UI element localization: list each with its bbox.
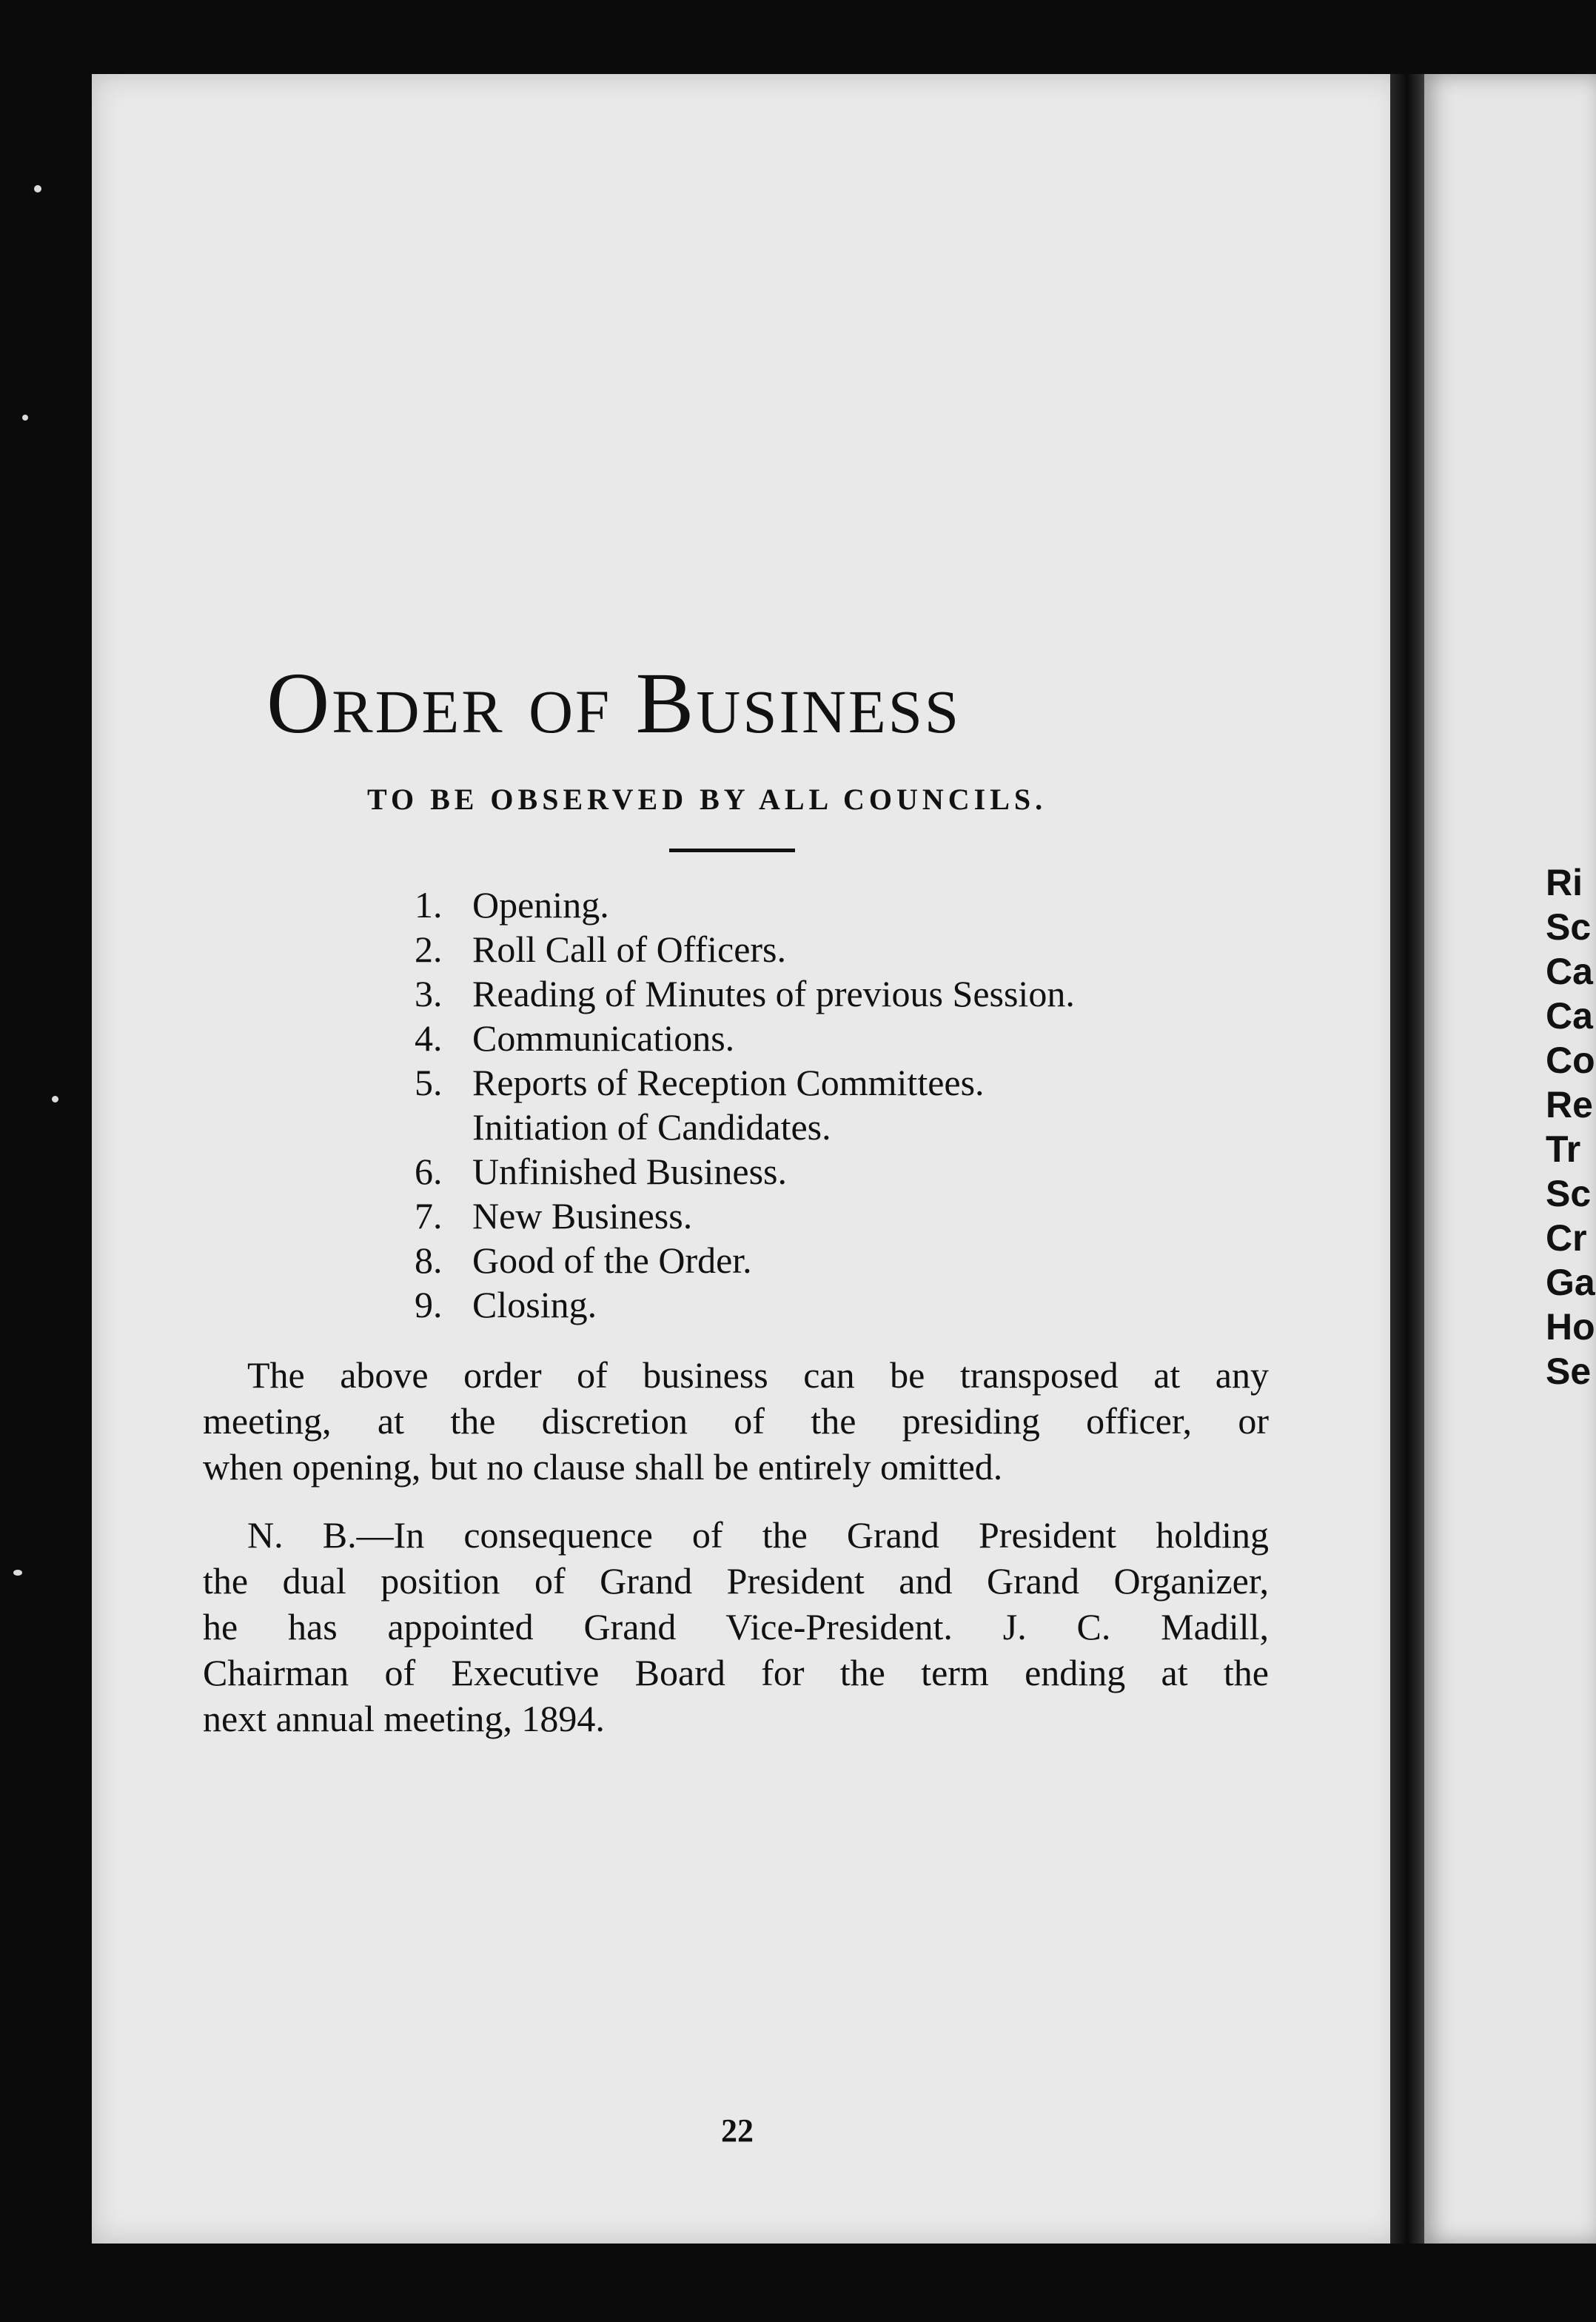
list-item — [415, 1149, 1303, 1194]
paragraph-line: he has appointed Grand Vice-President. J. C. Madill, — [203, 1606, 1269, 1647]
list-item — [415, 1060, 1303, 1105]
right-page-fragment: Ca — [1546, 951, 1593, 992]
paragraph-line: The above order of business can be transposed at any — [247, 1354, 1269, 1396]
item-number: 9. — [415, 1284, 443, 1325]
right-page-fragment: Se — [1546, 1351, 1592, 1392]
paragraph-line: N. B.—In consequence of the Grand President holding — [247, 1514, 1269, 1556]
list-item — [415, 1105, 1303, 1149]
item-text: Unfinished Business. — [472, 1151, 787, 1192]
list-item — [415, 1282, 1303, 1327]
item-number: 2. — [415, 929, 443, 970]
list-item — [415, 1238, 1303, 1282]
item-text: Roll Call of Officers. — [472, 929, 786, 970]
list-item — [415, 883, 1303, 927]
right-page-fragment: Re — [1546, 1084, 1593, 1125]
transposition-paragraph — [203, 1352, 1269, 1490]
item-number: 8. — [415, 1239, 443, 1281]
item-number: 4. — [415, 1017, 443, 1059]
page-number: 22 — [721, 2112, 754, 2149]
list-item — [415, 1016, 1303, 1060]
item-number: 1. — [415, 884, 443, 926]
paragraph-line: the dual position of Grand President and Grand Organizer, — [203, 1560, 1269, 1602]
item-number: 3. — [415, 973, 443, 1014]
item-number — [415, 1105, 472, 1149]
right-page-fragment: Ca — [1546, 995, 1593, 1037]
page-title: Order of Business — [266, 655, 962, 752]
list-item — [415, 927, 1303, 971]
right-page-fragment: Ga — [1546, 1262, 1595, 1303]
item-text: Opening. — [472, 884, 609, 926]
item-text: Initiation of Candidates. — [472, 1106, 831, 1148]
page-subtitle: TO BE OBSERVED BY ALL COUNCILS. — [367, 783, 1047, 816]
right-page-fragment: Tr — [1546, 1128, 1581, 1170]
book-gutter — [1390, 74, 1424, 2244]
item-number: 7. — [415, 1195, 443, 1237]
paragraph-line: next annual meeting, 1894. — [203, 1698, 605, 1739]
paragraph-line: when opening, but no clause shall be entirely omitted. — [203, 1446, 1003, 1488]
list-item — [415, 971, 1303, 1016]
item-text: Closing. — [472, 1284, 597, 1325]
right-page-fragments — [1546, 860, 1595, 1393]
item-text: Reports of Reception Committees. — [472, 1062, 985, 1103]
right-page-fragment: Ri — [1546, 862, 1583, 903]
right-page-fragment: Sc — [1546, 1173, 1592, 1214]
item-number: 6. — [415, 1151, 443, 1192]
right-page-fragment: Cr — [1546, 1217, 1587, 1259]
title-divider — [669, 849, 795, 852]
item-text: Good of the Order. — [472, 1239, 752, 1281]
order-of-business-list — [415, 883, 1303, 1327]
nota-bene-paragraph — [203, 1512, 1269, 1742]
paragraph-line: Chairman of Executive Board for the term ending at the — [203, 1652, 1269, 1693]
paragraph-line: meeting, at the discretion of the presiding officer, or — [203, 1400, 1269, 1442]
right-page-fragment: Co — [1546, 1040, 1595, 1081]
item-number: 5. — [415, 1062, 443, 1103]
right-page-fragment: Ho — [1546, 1306, 1595, 1348]
right-page-fragment: Sc — [1546, 906, 1592, 948]
list-item — [415, 1194, 1303, 1238]
item-text: Reading of Minutes of previous Session. — [472, 973, 1075, 1014]
item-text: Communications. — [472, 1017, 735, 1059]
item-text: New Business. — [472, 1195, 693, 1237]
